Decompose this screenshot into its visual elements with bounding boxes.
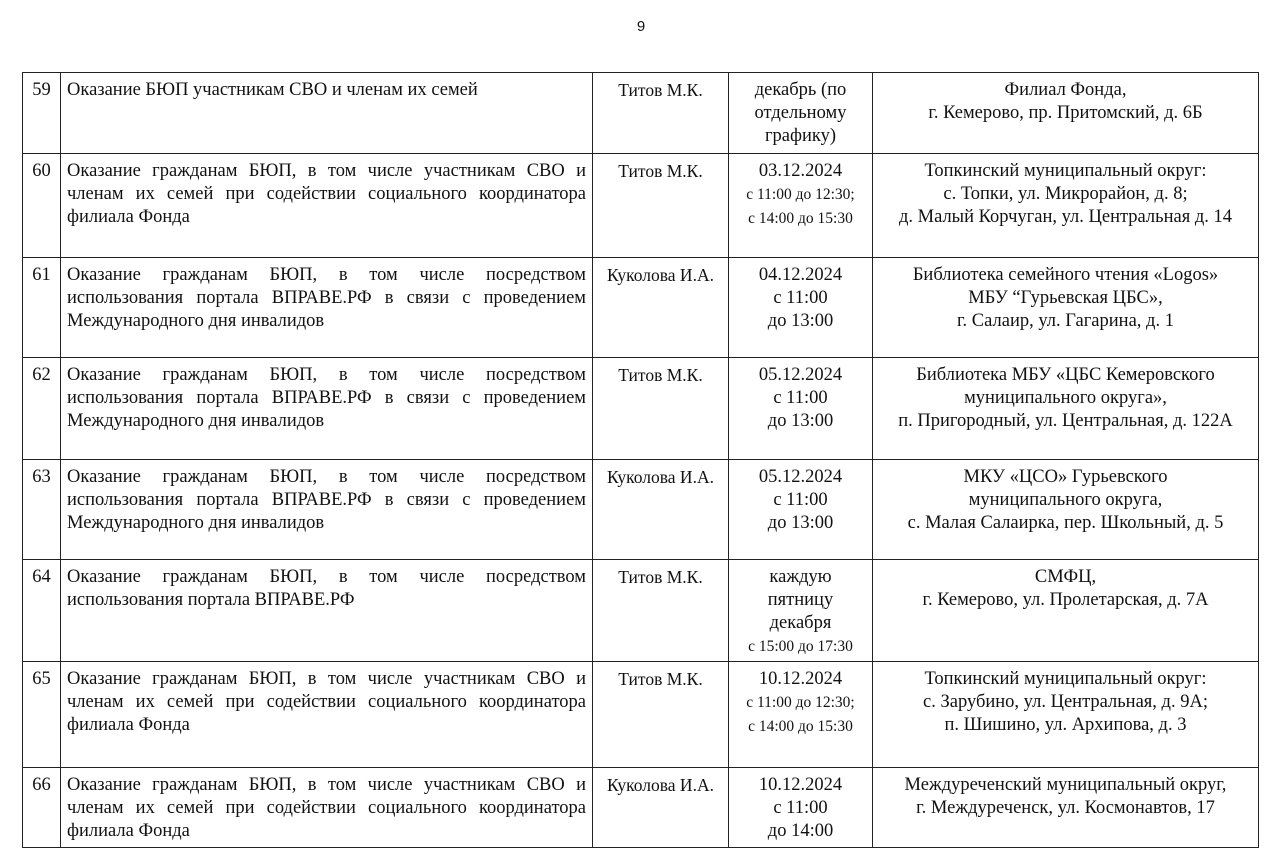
row-number: 66 [23, 768, 61, 848]
event-date-line: каждую [769, 567, 832, 587]
event-place-line: г. Салаир, ул. Гагарина, д. 1 [957, 311, 1174, 331]
event-place-cell [873, 73, 1259, 154]
page-number: 9 [636, 18, 646, 35]
responsible-person: Титов М.К. [593, 73, 729, 154]
event-time-line: с 14:00 до 15:30 [748, 718, 853, 735]
event-date-cell [729, 154, 873, 258]
row-number: 60 [23, 154, 61, 258]
event-date-line: графику) [764, 126, 837, 146]
event-description: Оказание гражданам БЮП, в том числе участникам СВО и членам их семей при содействии социального координатора филиала Фонда [61, 662, 593, 768]
responsible-person: Титов М.К. [593, 662, 729, 768]
event-time-line: с 11:00 до 12:30; [746, 186, 855, 203]
event-date-cell [729, 73, 873, 154]
events-table-body [23, 73, 1259, 848]
event-place-line: муниципального округа, [968, 490, 1163, 510]
event-place-cell [873, 768, 1259, 848]
event-date-line: декабря [769, 613, 832, 633]
event-date-line: с 11:00 [773, 288, 828, 308]
event-place-line: муниципального округа», [964, 388, 1167, 408]
event-description: Оказание гражданам БЮП, в том числе посредством использования портала ВПРАВЕ.РФ в связи с проведением Международного дня инвалидов [61, 460, 593, 560]
event-place-line: п. Шишино, ул. Архипова, д. 3 [944, 715, 1187, 735]
event-date-line: 10.12.2024 [758, 775, 843, 795]
table-row [23, 154, 1259, 258]
event-place-cell [873, 154, 1259, 258]
event-place-line: г. Междуреченск, ул. Космонавтов, 17 [916, 798, 1215, 818]
events-table-wrapper [22, 72, 1259, 848]
event-date-line: 05.12.2024 [758, 365, 843, 385]
event-place-cell [873, 560, 1259, 662]
table-row [23, 768, 1259, 848]
row-number: 62 [23, 358, 61, 460]
event-place-line: СМФЦ, [1034, 567, 1097, 587]
event-date-line: отдельному [754, 103, 847, 123]
row-number: 61 [23, 258, 61, 358]
event-date-cell [729, 560, 873, 662]
event-date-line: с 11:00 [773, 388, 828, 408]
event-date-line: до 13:00 [767, 411, 834, 431]
event-date-cell [729, 662, 873, 768]
event-date-line: 03.12.2024 [758, 161, 843, 181]
row-number: 59 [23, 73, 61, 154]
event-description: Оказание гражданам БЮП, в том числе посредством использования портала ВПРАВЕ.РФ в связи с проведением Международного дня инвалидов [61, 258, 593, 358]
table-row [23, 560, 1259, 662]
row-number: 65 [23, 662, 61, 768]
event-time-line: с 11:00 до 12:30; [746, 694, 855, 711]
responsible-person: Титов М.К. [593, 358, 729, 460]
event-place-cell [873, 258, 1259, 358]
event-description: Оказание гражданам БЮП, в том числе участникам СВО и членам их семей при содействии социального координатора филиала Фонда [61, 768, 593, 848]
responsible-person: Куколова И.А. [593, 768, 729, 848]
row-number: 64 [23, 560, 61, 662]
event-date-cell [729, 460, 873, 560]
event-place-line: п. Пригородный, ул. Центральная, д. 122А [898, 411, 1233, 431]
table-row [23, 358, 1259, 460]
event-place-line: с. Малая Салаирка, пер. Школьный, д. 5 [907, 513, 1224, 533]
event-date-line: пятницу [767, 590, 834, 610]
event-date-line: с 11:00 [773, 490, 828, 510]
event-date-line: 10.12.2024 [758, 669, 843, 689]
event-date-cell [729, 258, 873, 358]
event-time-line: с 15:00 до 17:30 [748, 638, 853, 655]
table-row [23, 258, 1259, 358]
event-description: Оказание гражданам БЮП, в том числе посредством использования портала ВПРАВЕ.РФ в связи с проведением Международного дня инвалидов [61, 358, 593, 460]
table-row [23, 460, 1259, 560]
responsible-person: Куколова И.А. [593, 258, 729, 358]
event-date-line: 04.12.2024 [758, 265, 843, 285]
event-date-line: до 13:00 [767, 513, 834, 533]
event-place-cell [873, 358, 1259, 460]
responsible-person: Титов М.К. [593, 154, 729, 258]
event-date-cell [729, 358, 873, 460]
event-description: Оказание гражданам БЮП, в том числе посредством использования портала ВПРАВЕ.РФ [61, 560, 593, 662]
event-place-line: Библиотека семейного чтения «Logos» [912, 265, 1219, 285]
event-date-line: до 14:00 [767, 821, 834, 841]
event-place-line: д. Малый Корчуган, ул. Центральная д. 14 [898, 207, 1233, 227]
event-place-cell [873, 460, 1259, 560]
event-place-line: г. Кемерово, ул. Пролетарская, д. 7А [922, 590, 1209, 610]
event-place-line: МБУ “Гурьевская ЦБС», [968, 288, 1163, 308]
event-description: Оказание БЮП участникам СВО и членам их семей [61, 73, 593, 154]
event-place-line: с. Зарубино, ул. Центральная, д. 9А; [923, 692, 1208, 712]
event-place-line: Топкинский муниципальный округ: [924, 669, 1207, 689]
table-row [23, 73, 1259, 154]
event-date-cell [729, 768, 873, 848]
event-date-line: 05.12.2024 [758, 467, 843, 487]
event-time-line: с 14:00 до 15:30 [748, 210, 853, 227]
event-date-line: декабрь (по [754, 80, 847, 100]
responsible-person: Титов М.К. [593, 560, 729, 662]
row-number: 63 [23, 460, 61, 560]
event-place-line: Библиотека МБУ «ЦБС Кемеровского [916, 365, 1215, 385]
table-row [23, 662, 1259, 768]
event-place-line: с. Топки, ул. Микрорайон, д. 8; [943, 184, 1188, 204]
event-date-line: до 13:00 [767, 311, 834, 331]
event-place-line: Филиал Фонда, [1004, 80, 1127, 100]
event-place-cell [873, 662, 1259, 768]
events-table [22, 72, 1259, 848]
event-place-line: Топкинский муниципальный округ: [924, 161, 1207, 181]
event-place-line: Междуреченский муниципальный округ, [904, 775, 1227, 795]
event-place-line: МКУ «ЦСО» Гурьевского [963, 467, 1168, 487]
responsible-person: Куколова И.А. [593, 460, 729, 560]
event-date-line: с 11:00 [773, 798, 828, 818]
event-place-line: г. Кемерово, пр. Притомский, д. 6Б [928, 103, 1203, 123]
event-description: Оказание гражданам БЮП, в том числе участникам СВО и членам их семей при содействии социального координатора филиала Фонда [61, 154, 593, 258]
